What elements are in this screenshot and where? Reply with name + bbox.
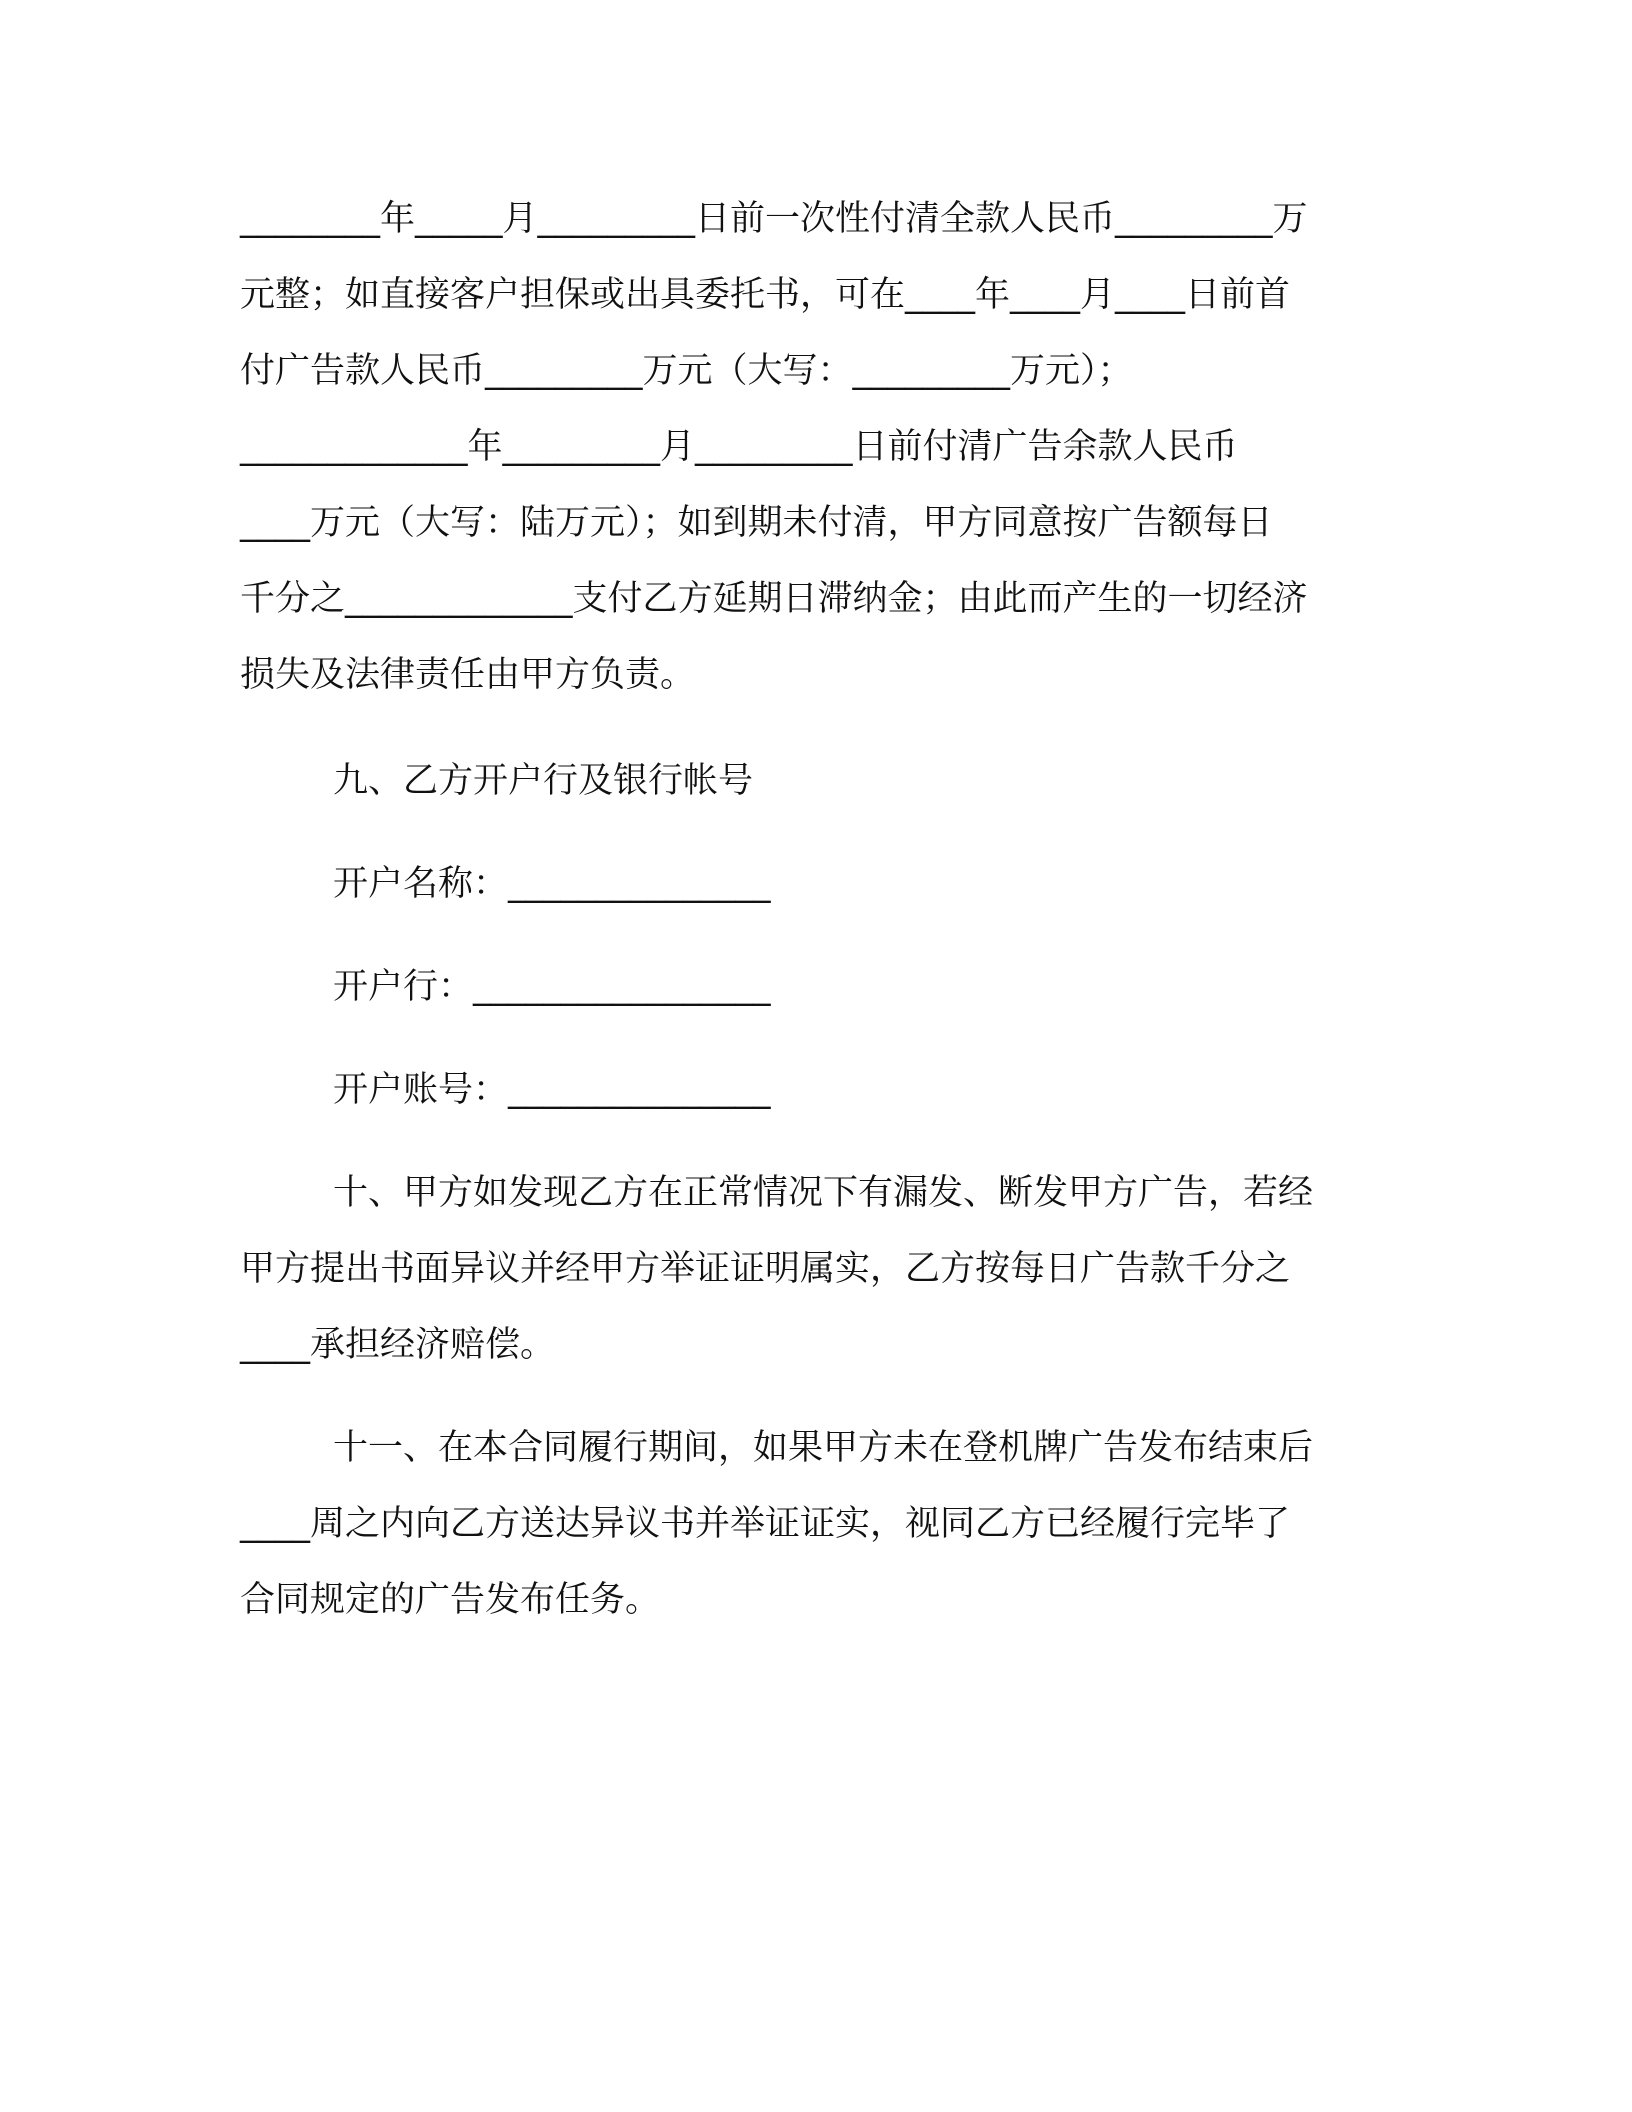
paragraph-8-line-2: 元整；如直接客户担保或出具委托书，可在____年____月____日前首 bbox=[240, 275, 1291, 315]
paragraph-8-line-3: 付广告款人民币_________万元（大写：_________万元）； bbox=[240, 351, 1133, 391]
paragraph-11-line-3: 合同规定的广告发布任务。 bbox=[240, 1580, 661, 1620]
paragraph-10-line-1: 十、甲方如发现乙方在正常情况下有漏发、断发甲方广告，若经 bbox=[333, 1173, 1314, 1213]
account-name-field: 开户名称：_______________ bbox=[333, 864, 771, 904]
paragraph-8-line-7: 损失及法律责任由甲方负责。 bbox=[240, 655, 696, 695]
paragraph-10-line-3: ____承担经济赔偿。 bbox=[240, 1325, 556, 1365]
paragraph-10-line-2: 甲方提出书面异议并经甲方举证证明属实，乙方按每日广告款千分之 bbox=[240, 1249, 1291, 1289]
paragraph-11-line-2: ____周之内向乙方送达异议书并举证证实，视同乙方已经履行完毕了 bbox=[240, 1504, 1291, 1544]
section-9-heading: 九、乙方开户行及银行帐号 bbox=[333, 761, 754, 801]
paragraph-8-line-4: _____________年_________月_________日前付清广告余款人民币 bbox=[240, 427, 1238, 467]
paragraph-8-line-6: 千分之_____________支付乙方延期日滞纳金；由此而产生的一切经济 bbox=[240, 579, 1308, 619]
account-number-field: 开户账号：_______________ bbox=[333, 1070, 771, 1110]
paragraph-8-line-1: ________年_____月_________日前一次性付清全款人民币_________万 bbox=[240, 199, 1308, 239]
paragraph-8-line-5: ____万元（大写：陆万元）；如到期未付清，甲方同意按广告额每日 bbox=[240, 503, 1273, 543]
paragraph-11-line-1: 十一、在本合同履行期间，如果甲方未在登机牌广告发布结束后 bbox=[333, 1428, 1314, 1468]
bank-field: 开户行：_________________ bbox=[333, 967, 771, 1007]
